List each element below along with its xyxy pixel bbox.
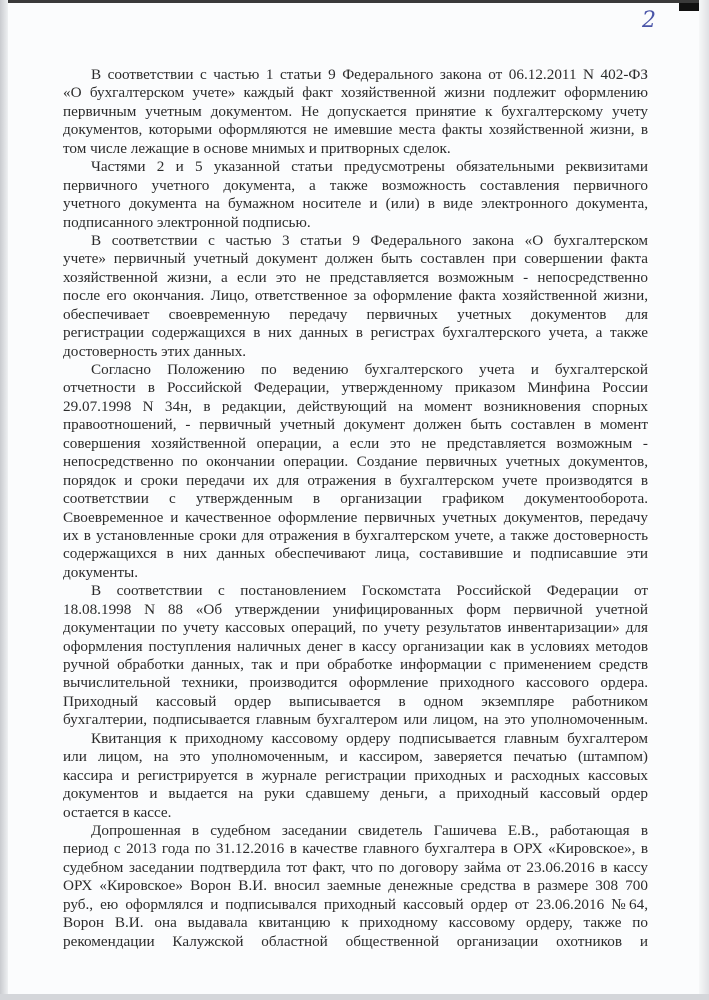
scan-left-edge bbox=[0, 0, 8, 1000]
text-line: первичного учетного документа, а также возможность составления первичного bbox=[63, 176, 648, 194]
paragraph-first-line: Допрошенная в судебном заседании свидетель Гашичева Е.В., работающая в bbox=[91, 821, 648, 839]
text-line: том числе лежащие в основе мнимых и притворных сделок. bbox=[63, 139, 451, 157]
text-line: кассира и регистрируется в журнале регистрации приходных и расходных кассовых bbox=[63, 766, 648, 784]
text-line: содержащихся в них данных обеспечивают лица, составившие и подписавшие эти bbox=[63, 545, 648, 563]
text-line: после его окончания. Лицо, ответственное за оформление факта хозяйственной жизни, bbox=[63, 287, 648, 305]
text-line: 18.08.1998 N 88 «Об утверждении унифицированных форм первичной учетной bbox=[63, 600, 648, 618]
text-line: обеспечивает своевременную передачу первичных учетных документов для bbox=[63, 305, 648, 323]
text-line: соответствии с утвержденным в организации графиком документооборота. bbox=[63, 490, 648, 508]
paragraph-first-line: В соответствии с частью 1 статьи 9 Федерального закона от 06.12.2011 N 402-ФЗ bbox=[91, 66, 648, 83]
text-line: Ворон В.И. она выдавала квитанцию к приходному кассовому ордеру, также по bbox=[63, 914, 648, 932]
scan-top-edge bbox=[0, 0, 709, 3]
paragraph-first-line: Частями 2 и 5 указанной статьи предусмотрены обязательными реквизитами bbox=[91, 158, 648, 176]
text-line: документов и выдается на руки сдавшему деньги, а приходный кассовый ордер bbox=[63, 785, 648, 803]
text-line: или лицом, на это уполномоченным, и кассиром, заверяется печатью (штампом) bbox=[63, 748, 648, 766]
paragraph-first-line: В соответствии с постановлением Госкомстата Российской Федерации от bbox=[91, 582, 648, 600]
text-line: их в установленные сроки для отражения в бухгалтерском учете, а также достоверность bbox=[63, 526, 648, 544]
text-line: судебном заседании подтвердила тот факт, что по договору займа от 23.06.2016 в кассу bbox=[63, 858, 648, 876]
text-line: совершения хозяйственной операции, а если это не представляется возможным - bbox=[63, 434, 648, 452]
text-line: хозяйственной жизни, а если это не представляется возможным - непосредственно bbox=[63, 268, 648, 286]
text-line: 29.07.1998 N 34н, в редакции, действующий на момент возникновения спорных bbox=[63, 397, 648, 415]
handwritten-page-number: 2 bbox=[642, 8, 656, 33]
text-line: отчетности в Российской Федерации, утвержденному приказом Минфина России bbox=[63, 379, 648, 397]
text-line: порядок и сроки передачи их для отражения в бухгалтерском учете производятся в bbox=[63, 471, 648, 489]
text-line: бухгалтерии, подписывается главным бухгалтером или лицом, на это уполномоченным. bbox=[63, 711, 648, 729]
text-line: «О бухгалтерском учете» каждый факт хозяйственной жизни подлежит оформлению bbox=[63, 84, 648, 102]
text-line: вычислительной техники, производится оформление приходного кассового ордера. bbox=[63, 674, 648, 692]
paragraph-first-line: Квитанция к приходному кассовому ордеру подписывается главным бухгалтером bbox=[91, 729, 648, 747]
text-line: непосредственно по окончании операции. Создание первичных учетных документов, bbox=[63, 453, 648, 471]
text-line: рекомендации Калужской областной общественной организации охотников и bbox=[63, 932, 648, 950]
text-line: документов, которыми оформляются не имевшие места факты хозяйственной жизни, в bbox=[63, 121, 648, 139]
scan-right-edge bbox=[699, 0, 709, 1000]
text-line: ручной обработки данных, так и при обработке информации с применением средств bbox=[63, 656, 648, 673]
paragraph-first-line: Согласно Положению по ведению бухгалтерского учета и бухгалтерской bbox=[91, 361, 648, 378]
text-line: Приходный кассовый ордер выписывается в одном экземпляре работником bbox=[63, 692, 648, 710]
text-line: ОРХ «Кировское» Ворон В.И. вносил заемные денежные средства в размере 308 700 bbox=[63, 877, 648, 895]
paragraph-first-line: В соответствии с частью 3 статьи 9 Федерального закона «О бухгалтерском bbox=[91, 231, 648, 249]
text-line: учетного документа на бумажном носителе и (или) в виде электронного документа, bbox=[63, 195, 648, 213]
text-line: оформления поступления наличных денег в кассу организации как в условиях методов bbox=[63, 637, 648, 655]
text-line: регистрации содержащихся в них данных в регистрах бухгалтерского учета, а также bbox=[63, 324, 648, 342]
text-line: Своевременное и качественное оформление первичных учетных документов, передачу bbox=[63, 508, 648, 526]
text-line: остается в кассе. bbox=[63, 803, 172, 821]
text-line: учете» первичный учетный документ должен быть составлен при совершении факта bbox=[63, 250, 648, 268]
text-line: достоверность этих данных. bbox=[63, 342, 247, 360]
text-line: документы. bbox=[63, 563, 138, 581]
document-body bbox=[63, 66, 648, 951]
text-line: период с 2013 года по 31.12.2016 в качестве главного бухгалтера в ОРХ «Кировское», в bbox=[63, 840, 648, 858]
text-line: подписанного электронной подписью. bbox=[63, 213, 311, 231]
text-line: правоотношений, - первичный учетный документ должен быть составлен в момент bbox=[63, 416, 648, 434]
text-line: первичным учетным документом. Не допускается принятие к бухгалтерскому учету bbox=[63, 102, 648, 120]
text-line: документации по учету кассовых операций, по учету результатов инвентаризации» для bbox=[63, 619, 648, 637]
text-line: руб., ею оформлялся и подписывался приходный кассовый ордер от 23.06.2016 №64, bbox=[63, 895, 648, 913]
scan-bottom-edge bbox=[0, 994, 709, 1000]
